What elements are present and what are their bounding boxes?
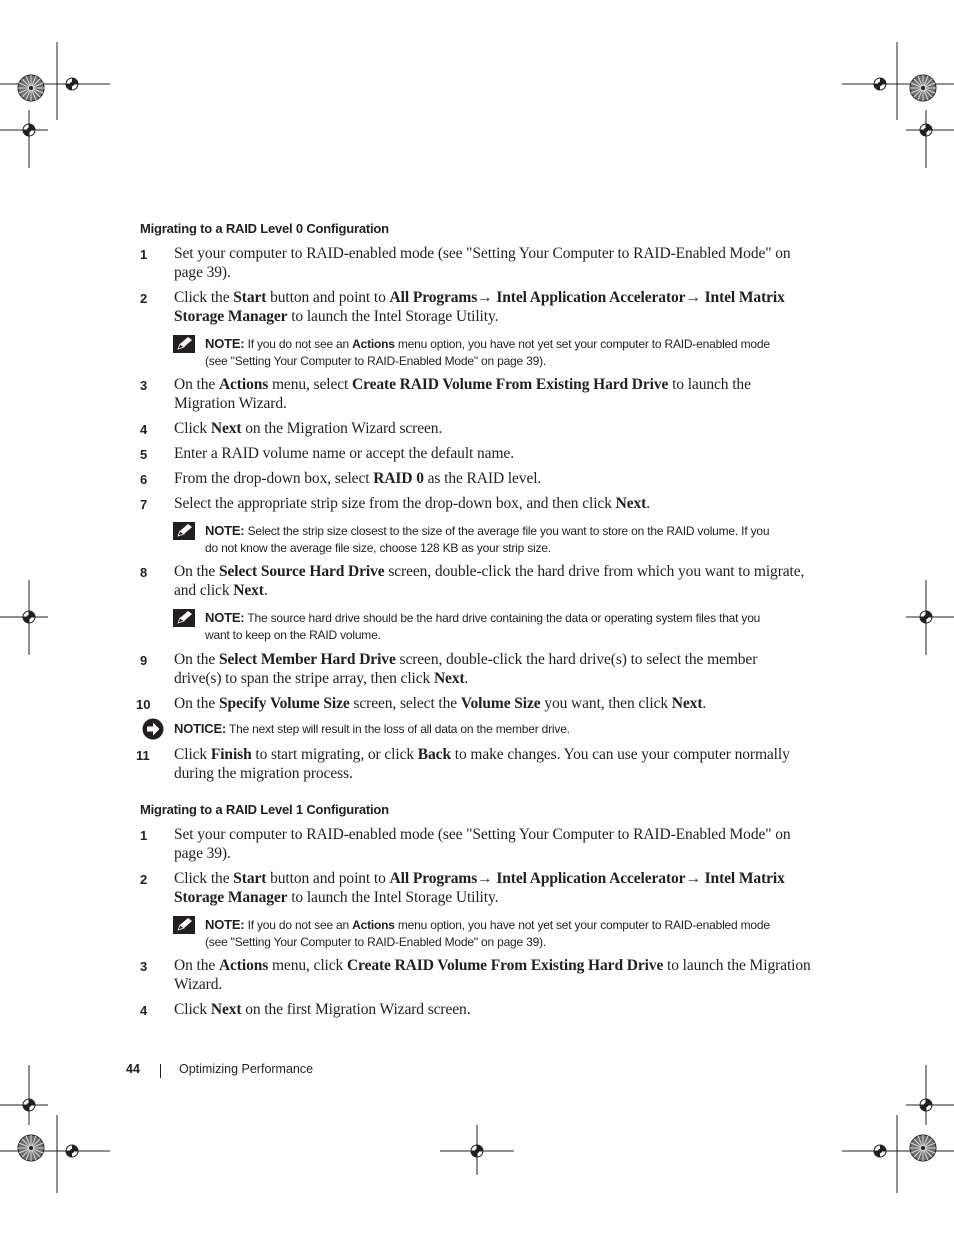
pencil-note-icon — [173, 916, 195, 934]
note-text: NOTE: If you do not see an Actions menu option, you have not yet set your computer to RAID-enabled mode (see "Setting Your Computer to RAID-Enabled Mode" on page 39). — [205, 917, 770, 949]
step-text: Enter a RAID volume name or accept the default name. — [174, 445, 514, 462]
step-text: Click Finish to start migrating, or click Back to make changes. You can use your computer normally during the migration process. — [174, 746, 790, 782]
step-text: On the Specify Volume Size screen, select the Volume Size you want, then click Next. — [174, 695, 707, 712]
step-number: 7 — [140, 497, 148, 512]
step-number: 4 — [140, 422, 148, 437]
page-number: 44 — [126, 1062, 140, 1076]
pencil-note-icon — [173, 609, 195, 627]
step-text: Click Next on the first Migration Wizard screen. — [174, 1001, 471, 1018]
note-text: NOTE: If you do not see an Actions menu option, you have not yet set your computer to RAID-enabled mode (see "Setting Your Computer to RAID-Enabled Mode" on page 39). — [205, 336, 770, 368]
step-text: Click the Start button and point to All Programs→ Intel Application Accelerator→ Intel Matrix Storage Manager to launch the Intel Storage Utility. — [174, 870, 785, 906]
footer-section-title: Optimizing Performance — [179, 1062, 314, 1076]
section-heading-raid0: Migrating to a RAID Level 0 Configuration — [140, 221, 389, 236]
section-heading-raid1: Migrating to a RAID Level 1 Configuration — [140, 802, 389, 817]
step-text: Set your computer to RAID-enabled mode (see "Setting Your Computer to RAID-Enabled Mode" on page 39). — [174, 245, 791, 281]
step-text: On the Actions menu, select Create RAID Volume From Existing Hard Drive to launch the Migration Wizard. — [174, 376, 751, 412]
pencil-note-icon — [173, 522, 195, 540]
pencil-note-icon — [173, 335, 195, 353]
step-text: Set your computer to RAID-enabled mode (see "Setting Your Computer to RAID-Enabled Mode" on page 39). — [174, 826, 791, 862]
note-text: NOTE: Select the strip size closest to the size of the average file you want to store on the RAID volume. If you do not know the average file size, choose 128 KB as your strip size. — [205, 523, 770, 555]
step-text: On the Select Source Hard Drive screen, double-click the hard drive from which you want to migrate, and click Next. — [174, 563, 805, 599]
step-number: 3 — [140, 959, 148, 974]
note-text: NOTE: The source hard drive should be the hard drive containing the data or operating system files that you want to keep on the RAID volume. — [205, 610, 761, 642]
step-number: 11 — [136, 748, 150, 763]
step-text: On the Select Member Hard Drive screen, double-click the hard drive(s) to select the member drive(s) to span the stripe array, then click Next. — [174, 651, 758, 687]
step-number: 5 — [140, 447, 148, 462]
step-number: 9 — [140, 653, 148, 668]
step-number: 8 — [140, 565, 148, 580]
step-text: From the drop-down box, select RAID 0 as the RAID level. — [174, 470, 542, 487]
step-text: Click the Start button and point to All Programs→ Intel Application Accelerator→ Intel Matrix Storage Manager to launch the Intel Storage Utility. — [174, 289, 785, 325]
step-number: 10 — [136, 697, 151, 712]
notice-text: NOTICE: The next step will result in the loss of all data on the member drive. — [174, 721, 570, 736]
step-number: 6 — [140, 472, 148, 487]
step-number: 3 — [140, 378, 148, 393]
step-number: 2 — [140, 872, 148, 887]
step-text: On the Actions menu, click Create RAID Volume From Existing Hard Drive to launch the Migration Wizard. — [174, 957, 811, 993]
step-number: 4 — [140, 1003, 148, 1018]
notice-arrow-icon — [142, 718, 164, 740]
step-number: 1 — [140, 828, 148, 843]
step-number: 2 — [140, 291, 148, 306]
step-number: 1 — [140, 247, 148, 262]
footer-divider — [160, 1064, 161, 1078]
step-text: Click Next on the Migration Wizard screen. — [174, 420, 443, 437]
step-text: Select the appropriate strip size from the drop-down box, and then click Next. — [174, 495, 651, 512]
